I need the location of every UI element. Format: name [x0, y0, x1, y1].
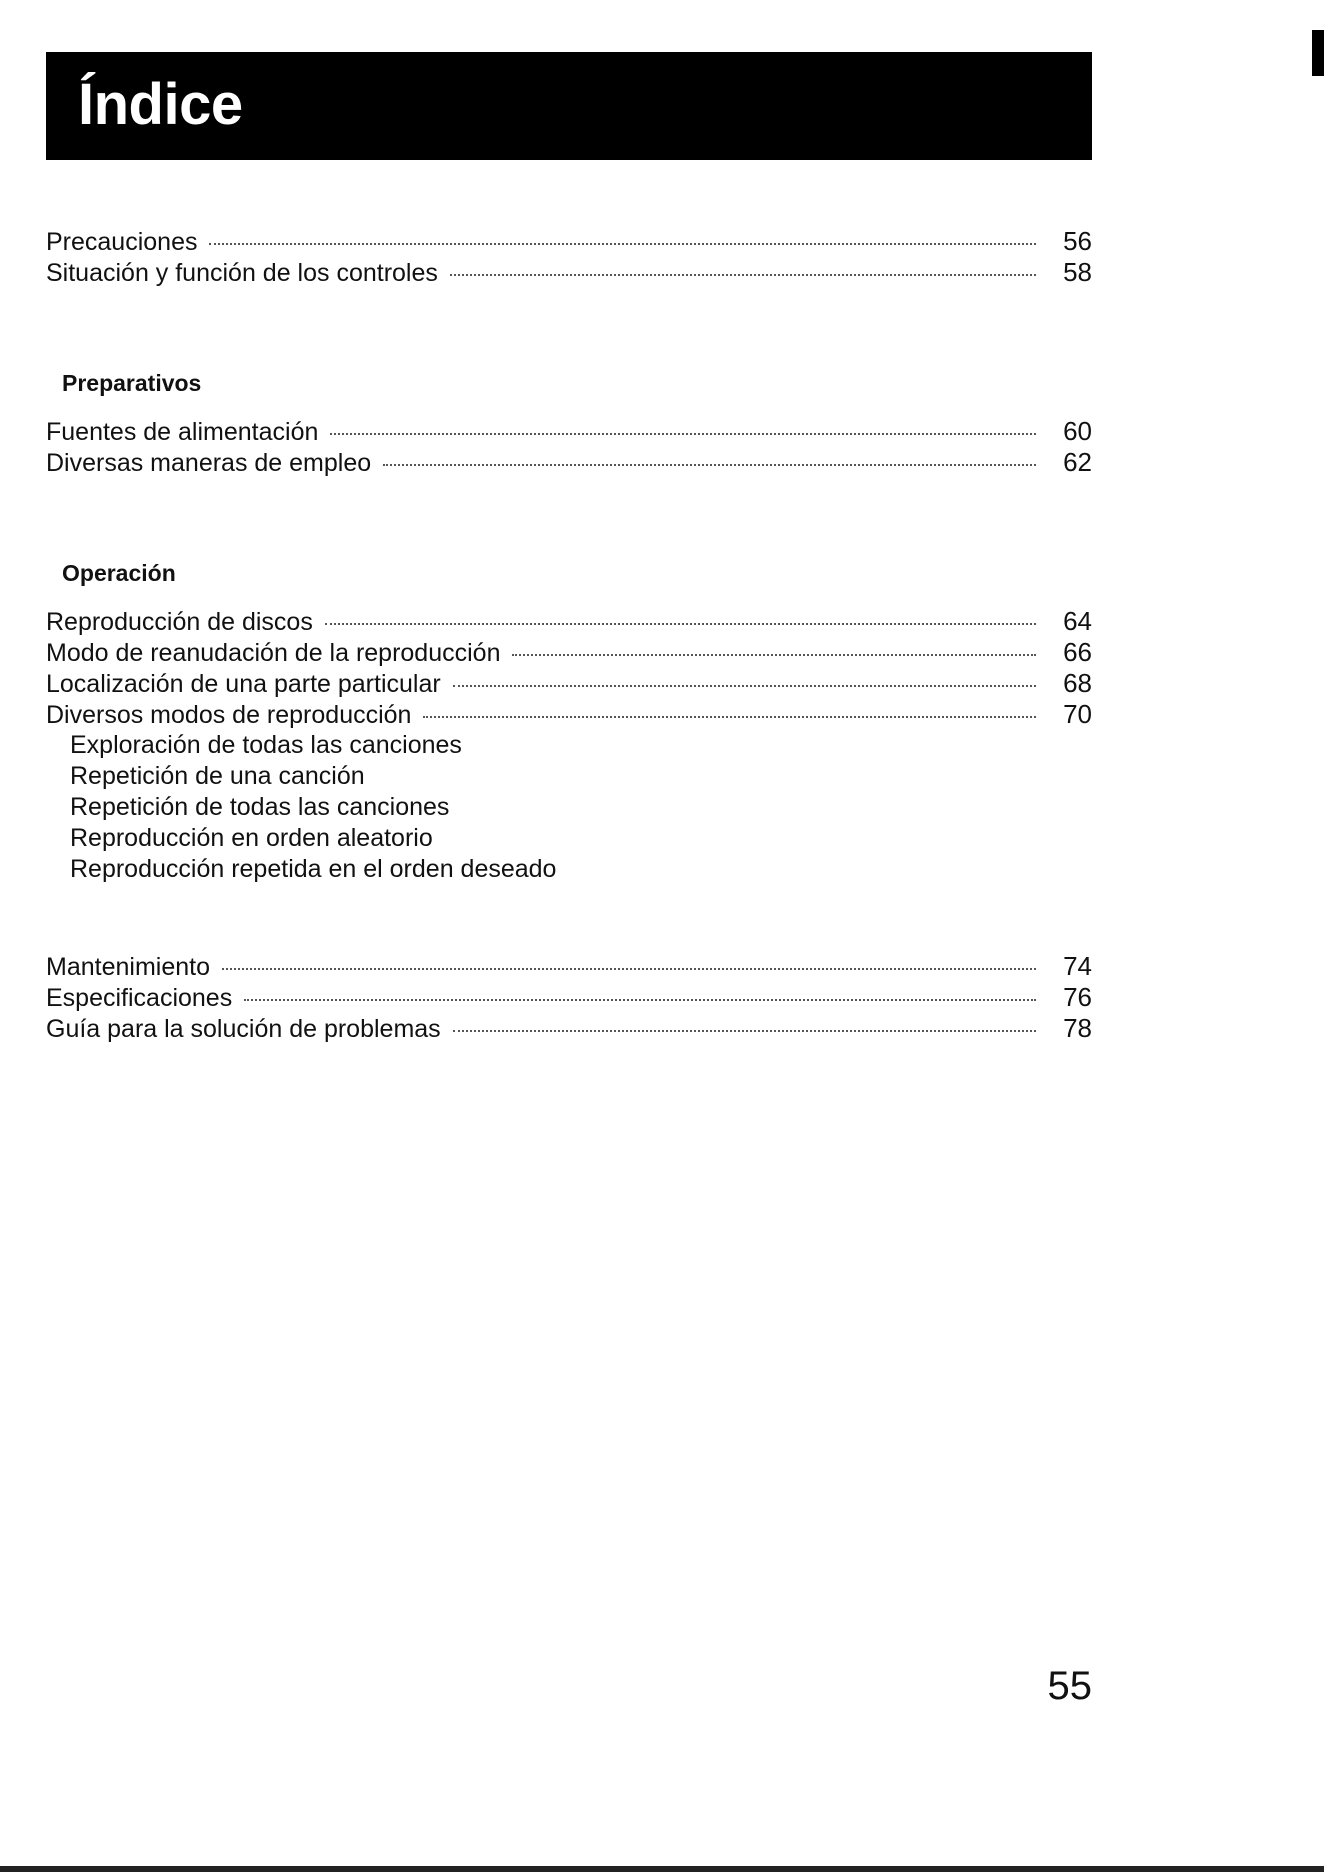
toc-entry-label: Diversas maneras de empleo	[46, 449, 372, 477]
toc-entry-page: 62	[1063, 447, 1092, 477]
toc-entry[interactable]	[46, 226, 1092, 257]
toc-entry-label: Precauciones	[46, 228, 198, 256]
toc-entry[interactable]	[46, 982, 1092, 1013]
dot-leader	[423, 716, 1036, 718]
section-heading: Preparativos	[62, 370, 202, 396]
toc-entry-page: 56	[1063, 226, 1092, 256]
dot-leader	[453, 1030, 1036, 1032]
toc-entry-page: 68	[1063, 668, 1092, 698]
toc-entry-page: 58	[1063, 257, 1092, 287]
scan-edge-line	[0, 1866, 1324, 1872]
toc-entry[interactable]	[46, 668, 1092, 699]
section-heading: Operación	[62, 560, 176, 586]
toc-entry-label: Localización de una parte particular	[46, 670, 441, 698]
toc-entry-label: Mantenimiento	[46, 953, 210, 981]
toc-entry[interactable]	[46, 1013, 1092, 1044]
toc-subentry[interactable]: Exploración de todas las canciones	[70, 731, 462, 759]
toc-entry-label: Especificaciones	[46, 984, 233, 1012]
toc-entry[interactable]	[46, 416, 1092, 447]
dot-leader	[512, 654, 1036, 656]
page-title: Índice	[78, 72, 243, 137]
toc-subentry[interactable]: Repetición de todas las canciones	[70, 793, 450, 821]
toc-entry-label: Diversos modos de reproducción	[46, 701, 412, 729]
dot-leader	[244, 999, 1036, 1001]
toc-entry-label: Fuentes de alimentación	[46, 418, 319, 446]
toc-entry[interactable]	[46, 951, 1092, 982]
toc-entry-label: Modo de reanudación de la reproducción	[46, 639, 501, 667]
toc-entry-label: Reproducción de discos	[46, 608, 313, 636]
toc-entry[interactable]	[46, 606, 1092, 637]
dot-leader	[383, 464, 1036, 466]
title-bar	[46, 52, 1092, 160]
dot-leader	[453, 685, 1036, 687]
toc-entry-page: 60	[1063, 416, 1092, 446]
dot-leader	[209, 243, 1036, 245]
dot-leader	[325, 623, 1036, 625]
toc-entry-page: 66	[1063, 637, 1092, 667]
edge-mark	[1312, 30, 1324, 76]
dot-leader	[450, 274, 1036, 276]
toc-entry[interactable]	[46, 637, 1092, 668]
toc-entry[interactable]	[46, 447, 1092, 478]
toc-entry[interactable]	[46, 699, 1092, 730]
toc-entry-page: 78	[1063, 1013, 1092, 1043]
toc-entry-page: 64	[1063, 606, 1092, 636]
toc-subentry[interactable]: Repetición de una canción	[70, 762, 365, 790]
table-of-contents	[46, 226, 1092, 1044]
toc-entry-page: 76	[1063, 982, 1092, 1012]
dot-leader	[222, 968, 1036, 970]
toc-entry-label: Guía para la solución de problemas	[46, 1015, 441, 1043]
toc-entry-page: 74	[1063, 951, 1092, 981]
toc-entry[interactable]	[46, 257, 1092, 288]
dot-leader	[330, 433, 1036, 435]
toc-entry-label: Situación y función de los controles	[46, 259, 438, 287]
page-number: 55	[1047, 1664, 1092, 1708]
toc-entry-page: 70	[1063, 699, 1092, 729]
toc-subentry[interactable]: Reproducción repetida en el orden deseado	[70, 855, 557, 883]
toc-subentry[interactable]: Reproducción en orden aleatorio	[70, 824, 433, 852]
